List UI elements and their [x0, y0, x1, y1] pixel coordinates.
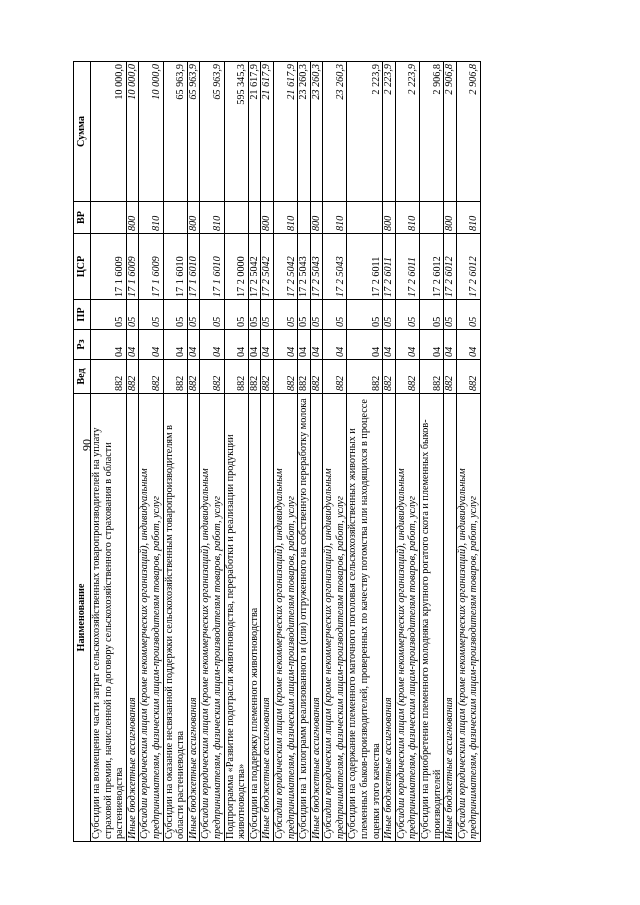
row-csr: 17 2 5043: [310, 234, 323, 300]
row-rz: 04: [224, 330, 248, 360]
row-sum: 23 260,3: [323, 62, 347, 202]
row-pr: 05: [383, 300, 396, 330]
row-rz: 04: [310, 330, 323, 360]
row-name: Иные бюджетные ассигнования: [383, 394, 396, 842]
header-rz: Рз: [74, 330, 91, 360]
table-row: [126, 62, 139, 842]
rotated-table-content: [73, 62, 562, 842]
row-vr: 800: [310, 202, 323, 234]
row-ved: 882: [310, 360, 323, 394]
row-ved: 882: [139, 360, 163, 394]
row-sum: 595 345,3: [224, 62, 248, 202]
row-name: Субсидии на оказание несвязанной поддержки сельскохозяйственным товаропроизводителям в области растениеводства: [163, 394, 187, 842]
table-row: [310, 62, 323, 842]
row-vr: 810: [200, 202, 224, 234]
table-row: [248, 62, 261, 842]
row-rz: 04: [444, 330, 457, 360]
row-csr: 17 2 6012: [420, 234, 444, 300]
row-csr: 17 2 6011: [347, 234, 383, 300]
row-name: Иные бюджетные ассигнования: [126, 394, 139, 842]
row-name: Субсидии юридическим лицам (кроме некоммерческих организаций), индивидуальным предпринимателям, физическим лицам-производителям товаров, работ, услуг: [323, 394, 347, 842]
row-name: Субсидии на приобретение племенного молодняка крупного рогатого скота и племенных быков-производителей: [420, 394, 444, 842]
row-csr: 17 2 5042: [248, 234, 261, 300]
row-pr: 05: [298, 300, 311, 330]
header-pr: ПР: [74, 300, 91, 330]
row-sum: 10 000,0: [126, 62, 139, 202]
row-rz: 04: [91, 330, 127, 360]
row-sum: 21 617,9: [261, 62, 274, 202]
row-csr: 17 1 6010: [187, 234, 200, 300]
row-name: Субсидии юридическим лицам (кроме некоммерческих организаций), индивидуальным предпринимателям, физическим лицам-производителям товаров, работ, услуг: [395, 394, 419, 842]
row-sum: 21 617,9: [248, 62, 261, 202]
row-sum: 2 223,9: [395, 62, 419, 202]
table-row: [298, 62, 311, 842]
row-ved: 882: [323, 360, 347, 394]
row-vr: 810: [323, 202, 347, 234]
row-vr: [347, 202, 383, 234]
row-rz: 04: [200, 330, 224, 360]
table-row: [456, 62, 480, 842]
row-vr: 810: [456, 202, 480, 234]
row-name: Иные бюджетные ассигнования: [187, 394, 200, 842]
row-name: Субсидии юридическим лицам (кроме некоммерческих организаций), индивидуальным предпринимателям, физическим лицам-производителям товаров, работ, услуг: [139, 394, 163, 842]
table-row: [444, 62, 457, 842]
row-csr: 17 1 6009: [126, 234, 139, 300]
row-rz: 04: [383, 330, 396, 360]
row-name: Субсидии на поддержку племенного животноводства: [248, 394, 261, 842]
table-row: [323, 62, 347, 842]
row-name: Субсидии юридическим лицам (кроме некоммерческих организаций), индивидуальным предпринимателям, физическим лицам-производителям товаров, работ, услуг: [200, 394, 224, 842]
row-sum: 23 260,3: [298, 62, 311, 202]
row-pr: 05: [456, 300, 480, 330]
row-ved: 882: [347, 360, 383, 394]
row-vr: 800: [261, 202, 274, 234]
row-vr: 810: [139, 202, 163, 234]
row-rz: 04: [347, 330, 383, 360]
header-vr: ВР: [74, 202, 91, 234]
row-vr: [248, 202, 261, 234]
table-body: [91, 62, 481, 842]
row-ved: 882: [187, 360, 200, 394]
row-sum: 23 260,3: [310, 62, 323, 202]
table-row: [139, 62, 163, 842]
header-sum: Сумма: [74, 62, 91, 202]
table-header-row: [74, 62, 91, 842]
row-rz: 04: [248, 330, 261, 360]
row-csr: 17 2 6011: [383, 234, 396, 300]
row-vr: [163, 202, 187, 234]
row-ved: 882: [91, 360, 127, 394]
table-row: [187, 62, 200, 842]
table-row: [383, 62, 396, 842]
row-rz: 04: [126, 330, 139, 360]
row-ved: 882: [420, 360, 444, 394]
row-csr: 17 2 0000: [224, 234, 248, 300]
header-ved: Вед: [74, 360, 91, 394]
row-pr: 05: [200, 300, 224, 330]
table-row: [395, 62, 419, 842]
row-ved: 882: [273, 360, 297, 394]
row-vr: [91, 202, 127, 234]
row-rz: 04: [395, 330, 419, 360]
row-rz: 04: [139, 330, 163, 360]
row-ved: 882: [456, 360, 480, 394]
row-name: Иные бюджетные ассигнования: [444, 394, 457, 842]
table-row: [347, 62, 383, 842]
row-vr: 800: [126, 202, 139, 234]
row-rz: 04: [420, 330, 444, 360]
row-sum: 2 906,8: [420, 62, 444, 202]
row-pr: 05: [347, 300, 383, 330]
row-ved: 882: [126, 360, 139, 394]
rotated-table-container: [73, 62, 562, 842]
row-pr: 05: [420, 300, 444, 330]
row-rz: 04: [273, 330, 297, 360]
row-csr: 17 2 5042: [273, 234, 297, 300]
row-vr: 800: [187, 202, 200, 234]
row-csr: 17 2 6012: [456, 234, 480, 300]
table-row: [163, 62, 187, 842]
table-row: [200, 62, 224, 842]
row-rz: 04: [187, 330, 200, 360]
table-row: [273, 62, 297, 842]
row-vr: 800: [383, 202, 396, 234]
row-name: Субсидии юридическим лицам (кроме некоммерческих организаций), индивидуальным предпринимателям, физическим лицам-производителям товаров, работ, услуг: [456, 394, 480, 842]
row-ved: 882: [163, 360, 187, 394]
row-vr: 810: [395, 202, 419, 234]
row-ved: 882: [298, 360, 311, 394]
row-sum: 2 906,8: [444, 62, 457, 202]
page-number: 90: [79, 439, 94, 451]
row-pr: 05: [163, 300, 187, 330]
table-row: [91, 62, 127, 842]
row-sum: 65 963,9: [200, 62, 224, 202]
table-row: [224, 62, 248, 842]
row-rz: 04: [261, 330, 274, 360]
row-pr: 05: [323, 300, 347, 330]
row-ved: 882: [248, 360, 261, 394]
row-pr: 05: [248, 300, 261, 330]
row-ved: 882: [224, 360, 248, 394]
row-pr: 05: [444, 300, 457, 330]
row-name: Подпрограмма «Развитие подотрасли животноводства, переработки и реализации продукции животноводства»: [224, 394, 248, 842]
row-rz: 04: [163, 330, 187, 360]
header-name: Наименование: [74, 394, 91, 842]
row-pr: 05: [139, 300, 163, 330]
row-sum: 2 906,8: [456, 62, 480, 202]
row-rz: 04: [323, 330, 347, 360]
row-ved: 882: [261, 360, 274, 394]
row-name: Иные бюджетные ассигнования: [310, 394, 323, 842]
row-vr: 810: [273, 202, 297, 234]
row-ved: 882: [200, 360, 224, 394]
row-pr: 05: [187, 300, 200, 330]
row-vr: [420, 202, 444, 234]
row-csr: 17 2 5043: [298, 234, 311, 300]
row-csr: 17 1 6009: [91, 234, 127, 300]
row-ved: 882: [395, 360, 419, 394]
row-pr: 05: [310, 300, 323, 330]
row-pr: 05: [91, 300, 127, 330]
row-sum: 65 963,9: [163, 62, 187, 202]
row-ved: 882: [444, 360, 457, 394]
row-pr: 05: [395, 300, 419, 330]
row-vr: [224, 202, 248, 234]
row-csr: 17 1 6010: [200, 234, 224, 300]
row-csr: 17 2 6012: [444, 234, 457, 300]
row-pr: 05: [273, 300, 297, 330]
row-pr: 05: [126, 300, 139, 330]
row-vr: [298, 202, 311, 234]
row-sum: 2 223,9: [347, 62, 383, 202]
row-sum: 65 963,9: [187, 62, 200, 202]
row-csr: 17 2 5043: [323, 234, 347, 300]
budget-table: [73, 61, 481, 842]
row-ved: 882: [383, 360, 396, 394]
row-csr: 17 1 6010: [163, 234, 187, 300]
row-name: Субсидии на 1 килограмм реализованного и (или) отгруженного на собственную переработку молока: [298, 394, 311, 842]
row-name: Субсидии на содержание племенного маточного поголовья сельскохозяйственных животных и племенных быков-производителей, проверенных по качеству потомства или находящихся в процессе оценки этого качества: [347, 394, 383, 842]
row-name: Субсидии юридическим лицам (кроме некоммерческих организаций), индивидуальным предпринимателям, физическим лицам-производителям товаров, работ, услуг: [273, 394, 297, 842]
row-rz: 04: [456, 330, 480, 360]
row-sum: 10 000,0: [139, 62, 163, 202]
row-csr: 17 1 6009: [139, 234, 163, 300]
row-csr: 17 2 6011: [395, 234, 419, 300]
header-csr: ЦСР: [74, 234, 91, 300]
row-csr: 17 2 5042: [261, 234, 274, 300]
row-name: Субсидии на возмещение части затрат сельскохозяйственных товаропроизводителей на уплату страховой премии, начисленной по договору сельскохозяйственного страхования в области растениеводства: [91, 394, 127, 842]
row-sum: 21 617,9: [273, 62, 297, 202]
row-sum: 2 223,9: [383, 62, 396, 202]
row-vr: 800: [444, 202, 457, 234]
table-row: [420, 62, 444, 842]
row-pr: 05: [224, 300, 248, 330]
row-pr: 05: [261, 300, 274, 330]
row-sum: 10 000,0: [91, 62, 127, 202]
row-name: Иные бюджетные ассигнования: [261, 394, 274, 842]
row-rz: 04: [298, 330, 311, 360]
table-row: [261, 62, 274, 842]
